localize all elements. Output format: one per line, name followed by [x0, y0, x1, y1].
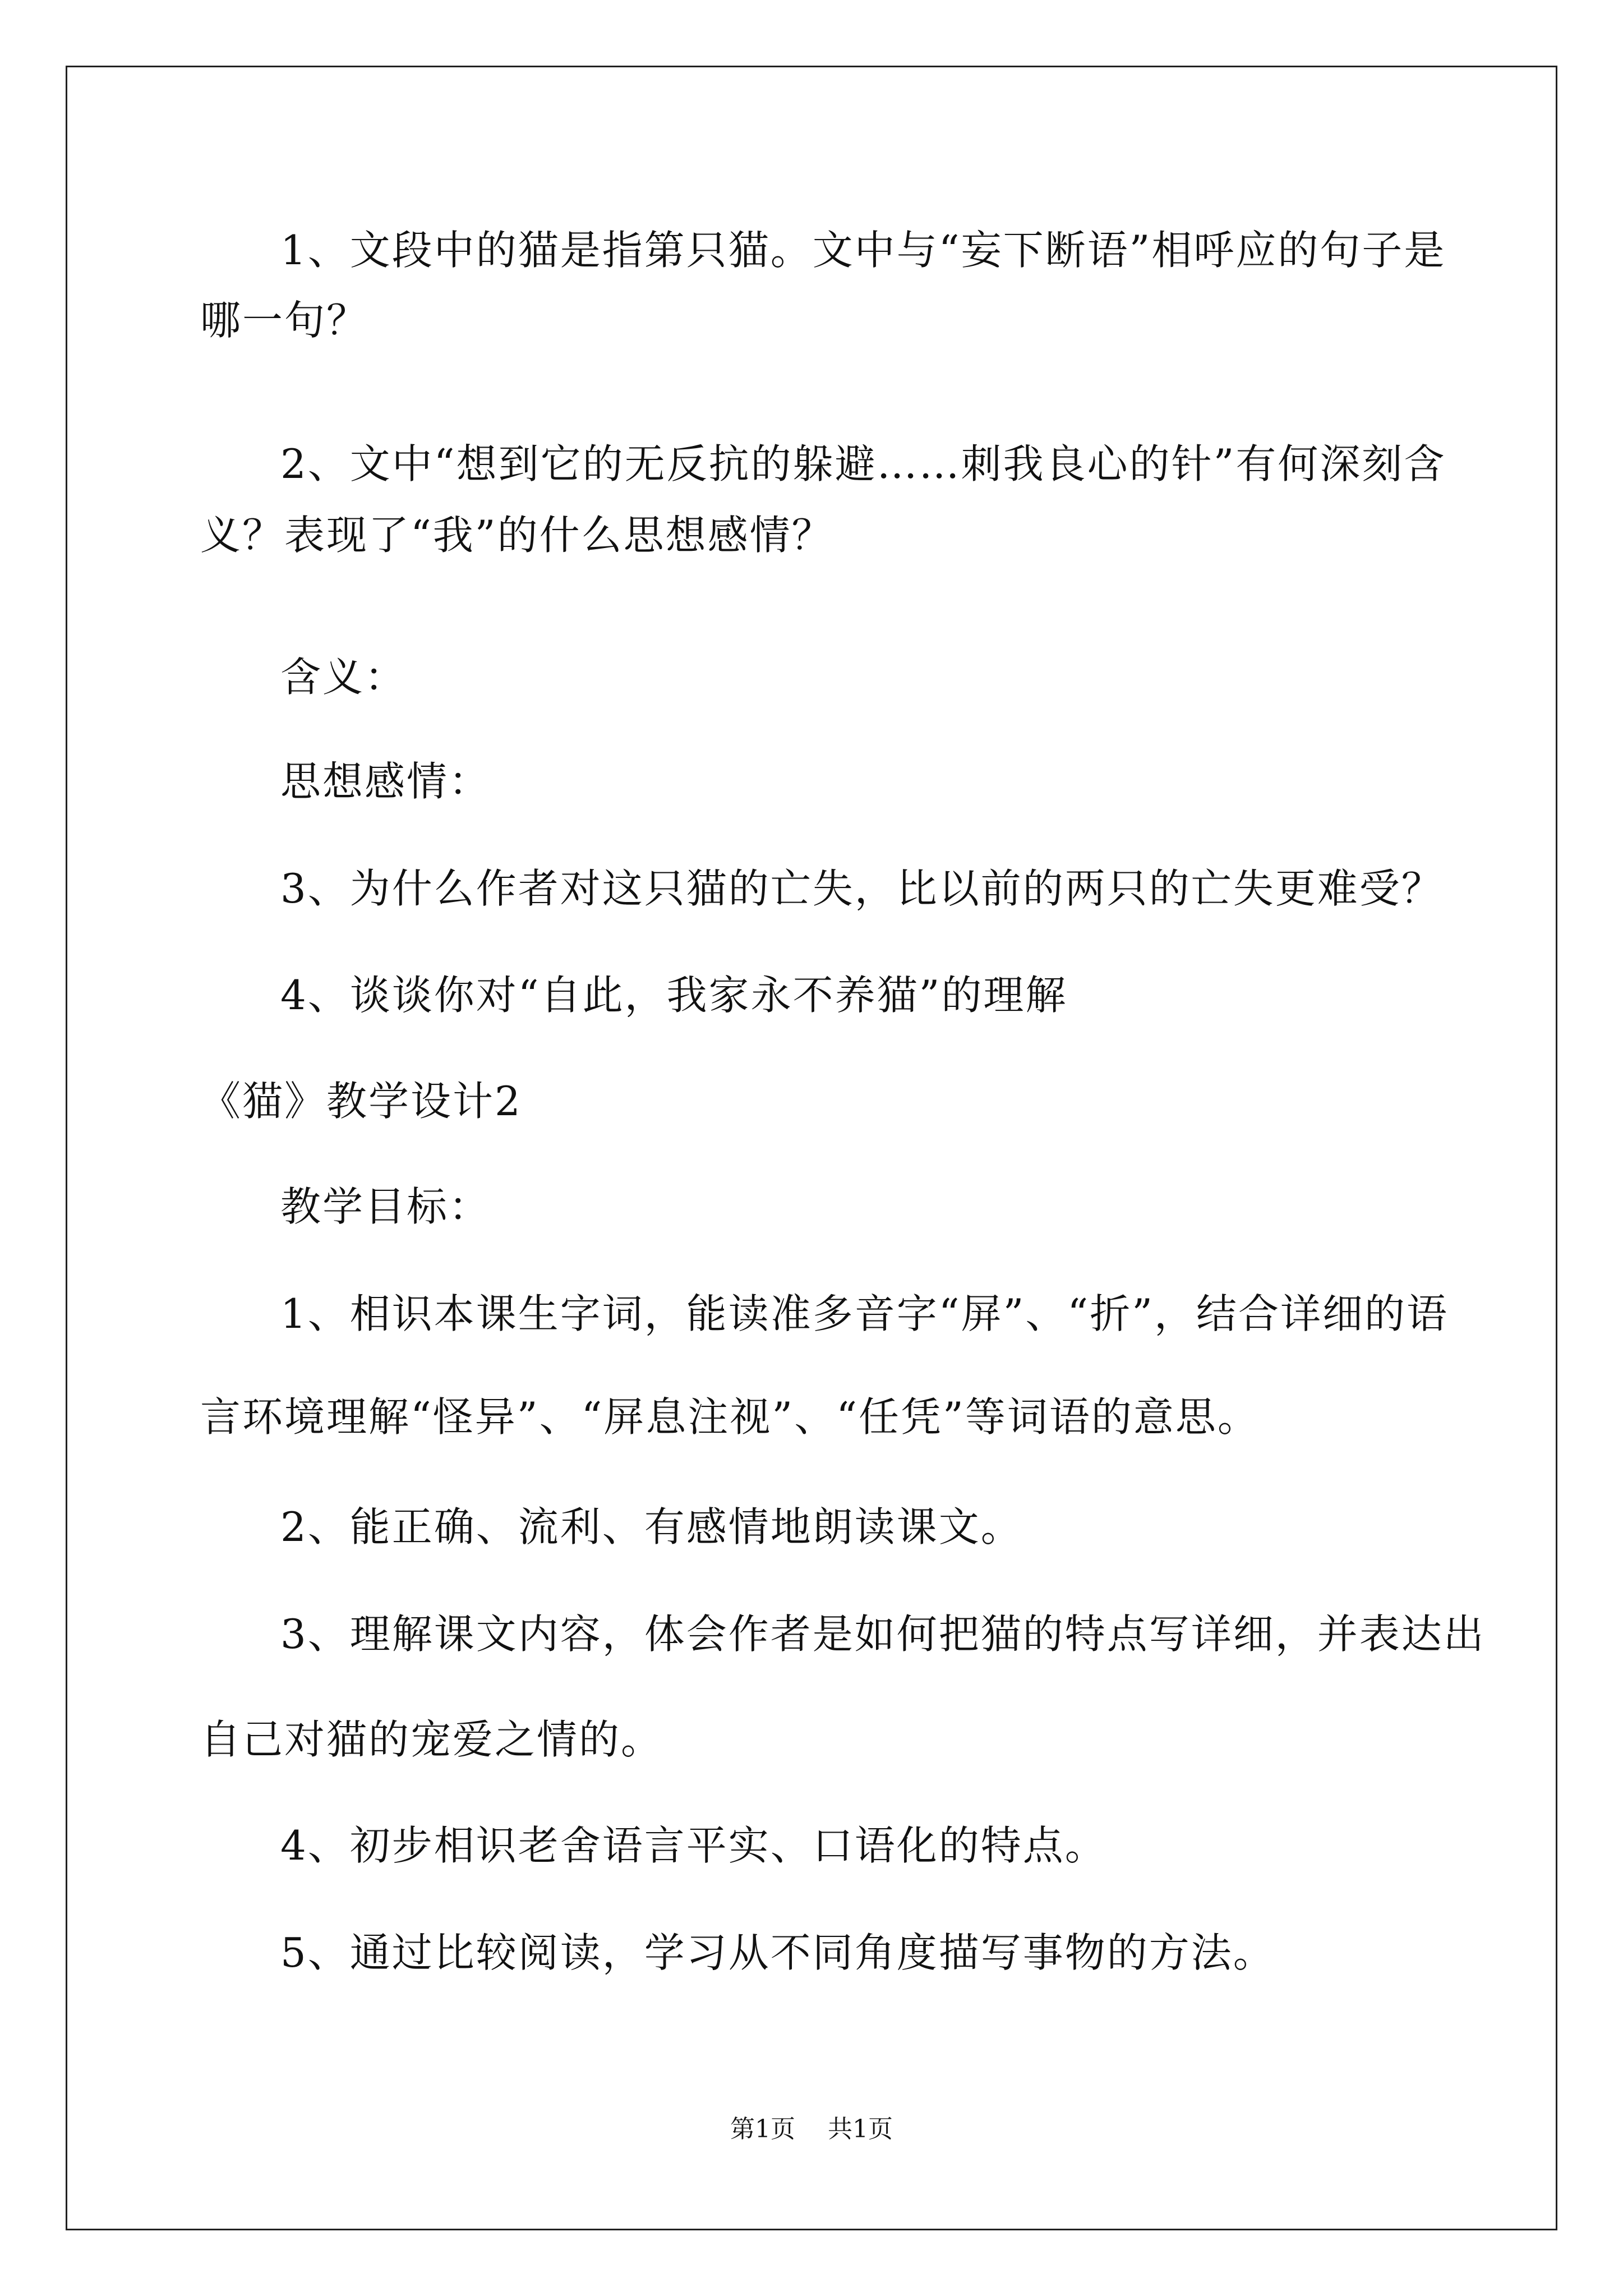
question-2-line-2: 义？表现了“我”的什么思想感情？: [200, 512, 834, 559]
goal-3-line-1: 3、理解课文内容，体会作者是如何把猫的特点写详细，并表达出: [280, 1611, 1486, 1658]
page-footer: [0, 2117, 1623, 2142]
section-heading: 《猫》教学设计2: [200, 1078, 522, 1125]
goals-heading: 教学目标：: [280, 1183, 491, 1230]
goal-2: 2、能正确、流利、有感情地朗读课文。: [280, 1503, 1023, 1550]
question-4: 4、谈谈你对“自此，我家永不养猫”的理解: [280, 972, 1068, 1019]
question-1-line-1: 1、文段中的猫是指第只猫。文中与“妄下断语”相呼应的句子是: [280, 227, 1446, 274]
goal-3-line-2: 自己对猫的宠爱之情的。: [200, 1716, 663, 1763]
question-2-line-1: 2、文中“想到它的无反抗的躲避……刺我良心的针”有何深刻含: [280, 440, 1446, 487]
page-number: 第1页: [730, 2115, 795, 2143]
goal-4: 4、初步相识老舍语言平实、口语化的特点。: [280, 1822, 1107, 1869]
feeling-label: 思想感情：: [280, 758, 491, 805]
question-3: 3、为什么作者对这只猫的亡失，比以前的两只的亡失更难受？: [280, 865, 1444, 912]
question-1-line-2: 哪一句？: [200, 297, 369, 344]
goal-5: 5、通过比较阅读，学习从不同角度描写事物的方法。: [280, 1929, 1275, 1976]
goal-1-line-1: 1、相识本课生字词，能读准多音字“屏”、“折”，结合详细的语: [280, 1290, 1449, 1337]
page-total: 共1页: [828, 2115, 893, 2143]
meaning-label: 含义：: [280, 654, 407, 701]
goal-1-line-2: 言环境理解“怪异”、“屏息注视”、“任凭”等词语的意思。: [200, 1393, 1260, 1441]
